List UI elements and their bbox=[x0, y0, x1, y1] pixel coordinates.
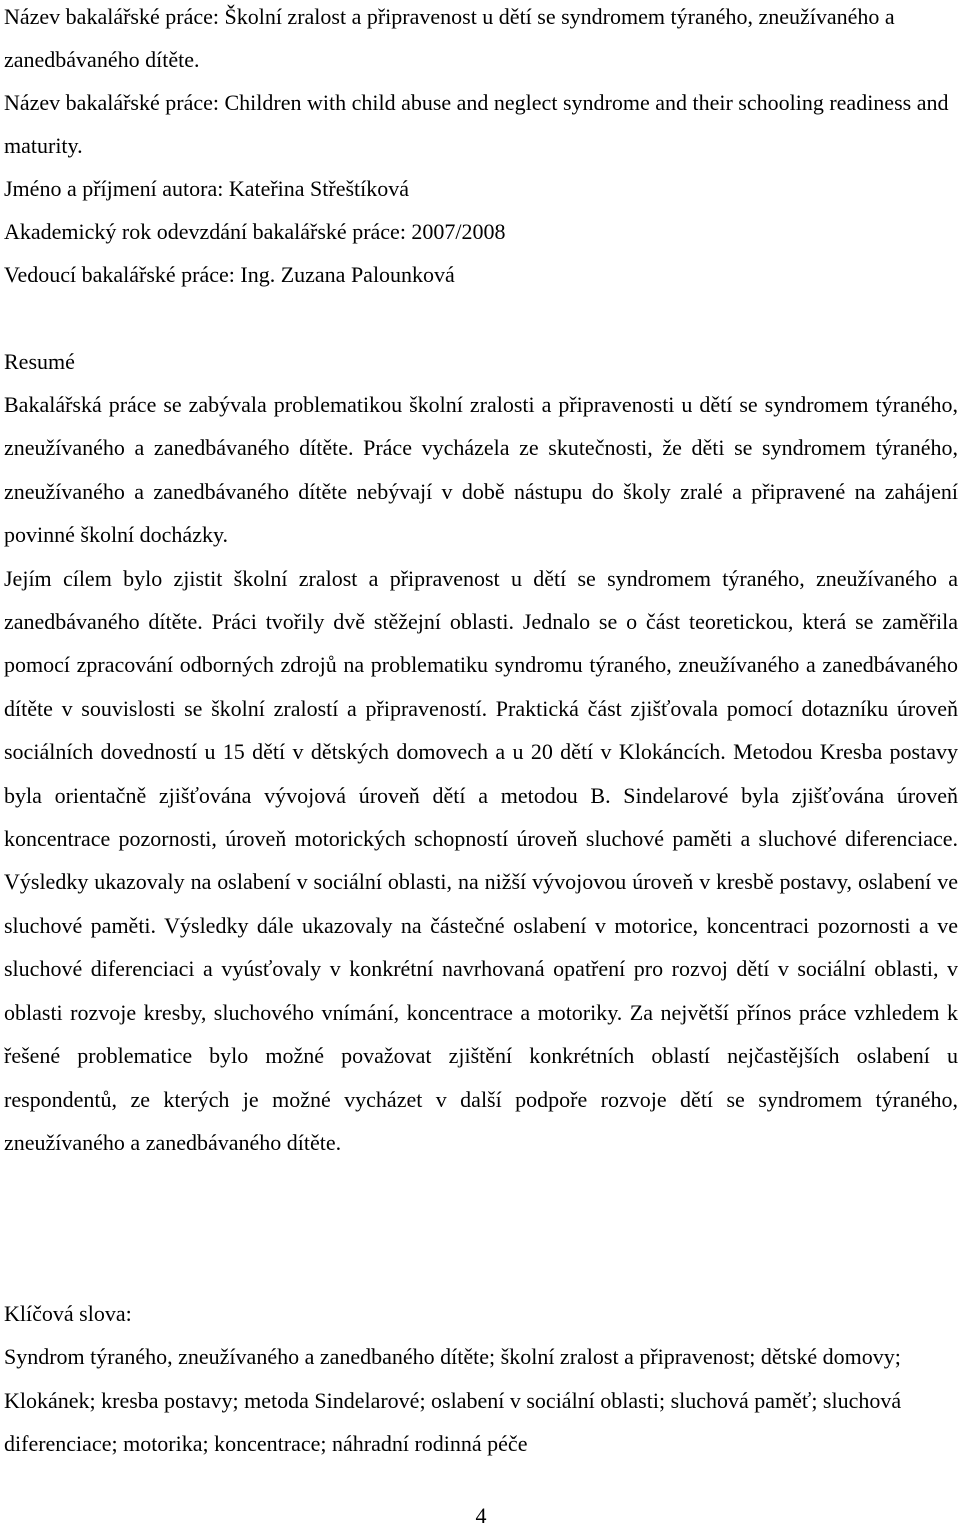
keywords-body bbox=[4, 1335, 958, 1466]
resume-paragraph: Jejím cílem bylo zjistit školní zralost a připravenost u dětí se syndromem týraného, zneužívaného a zanedbávaného dítěte. Práci tvořily dvě stěžejní oblasti. Jednalo se o část teoretickou, která se zaměřila pomocí zpracování odborných zdrojů na problematiku syndromu týraného, zneužívaného a zanedbávaného dítěte v souvislosti se školní zralostí a připraveností. Praktická část zjišťovala pomocí dotazníku úroveň sociálních dovedností u 15 dětí v dětských domovech a u 20 dětí v Klokáncích. Metodou Kresba postavy byla orientačně zjišťována vývojová úroveň dětí a metodou B. Sindelarové byla zjišťována úroveň koncentrace pozornosti, úroveň motorických schopností úroveň sluchové paměti a sluchové diferenciace. Výsledky ukazovaly na oslabení v sociální oblasti, na nižší vývojovou úroveň v kresbě postavy, oslabení ve sluchové paměti. Výsledky dále ukazovaly na částečné oslabení v motorice, koncentraci pozornosti a ve sluchové diferenciaci a vyúsťovaly v konkrétní navrhovaná opatření pro rozvoj dětí v sociální oblasti, v oblasti rozvoje kresby, sluchového vnímání, koncentrace a motoriky. Za největší přínos práce vzhledem k řešené problematice bylo možné považovat zjištění konkrétních oblastí nejčastějších oslabení u respondentů, ze kterých je možné vycházet v další podpoře rozvoje dětí se syndromem týraného, zneužívaného a zanedbávaného dítěte. bbox=[4, 565, 958, 1155]
thesis-title-english: Název bakalářské práce: Children with child abuse and neglect syndrome and their schooling readiness and maturity. bbox=[4, 90, 949, 158]
thesis-metadata bbox=[4, 0, 958, 296]
supervisor-name: Vedoucí bakalářské práce: Ing. Zuzana Palounková bbox=[4, 262, 455, 287]
resume-body bbox=[4, 383, 958, 1164]
author-name: Jméno a příjmení autora: Kateřina Střeštíková bbox=[4, 176, 410, 201]
resume-paragraph: Bakalářská práce se zabývala problematikou školní zralosti a připravenosti u dětí se syndromem týraného, zneužívaného a zanedbávaného dítěte. Práce vycházela ze skutečnosti, že děti se syndromem týraného, zneužívaného a zanedbávaného dítěte nebývají v době nástupu do školy zralé a připravené na zahájení povinné školní docházky. bbox=[4, 392, 958, 548]
page-number: 4 bbox=[475, 1503, 487, 1528]
academic-year: Akademický rok odevzdání bakalářské práce: 2007/2008 bbox=[4, 219, 506, 244]
document-page bbox=[4, 0, 958, 1526]
thesis-title-czech: Název bakalářské práce: Školní zralost a připravenost u dětí se syndromem týraného, zneužívaného a zanedbávaného dítěte. bbox=[4, 4, 895, 72]
keywords-heading: Klíčová slova: bbox=[4, 1301, 132, 1326]
keywords-text: Syndrom týraného, zneužívaného a zanedbaného dítěte; školní zralost a připravenost; dětské domovy; Klokánek; kresba postavy; metoda Sindelarové; oslabení v sociální oblasti; sluchová paměť; sluchová diferenciace; motorika; koncentrace; náhradní rodinná péče bbox=[4, 1344, 902, 1456]
resume-heading: Resumé bbox=[4, 349, 75, 374]
